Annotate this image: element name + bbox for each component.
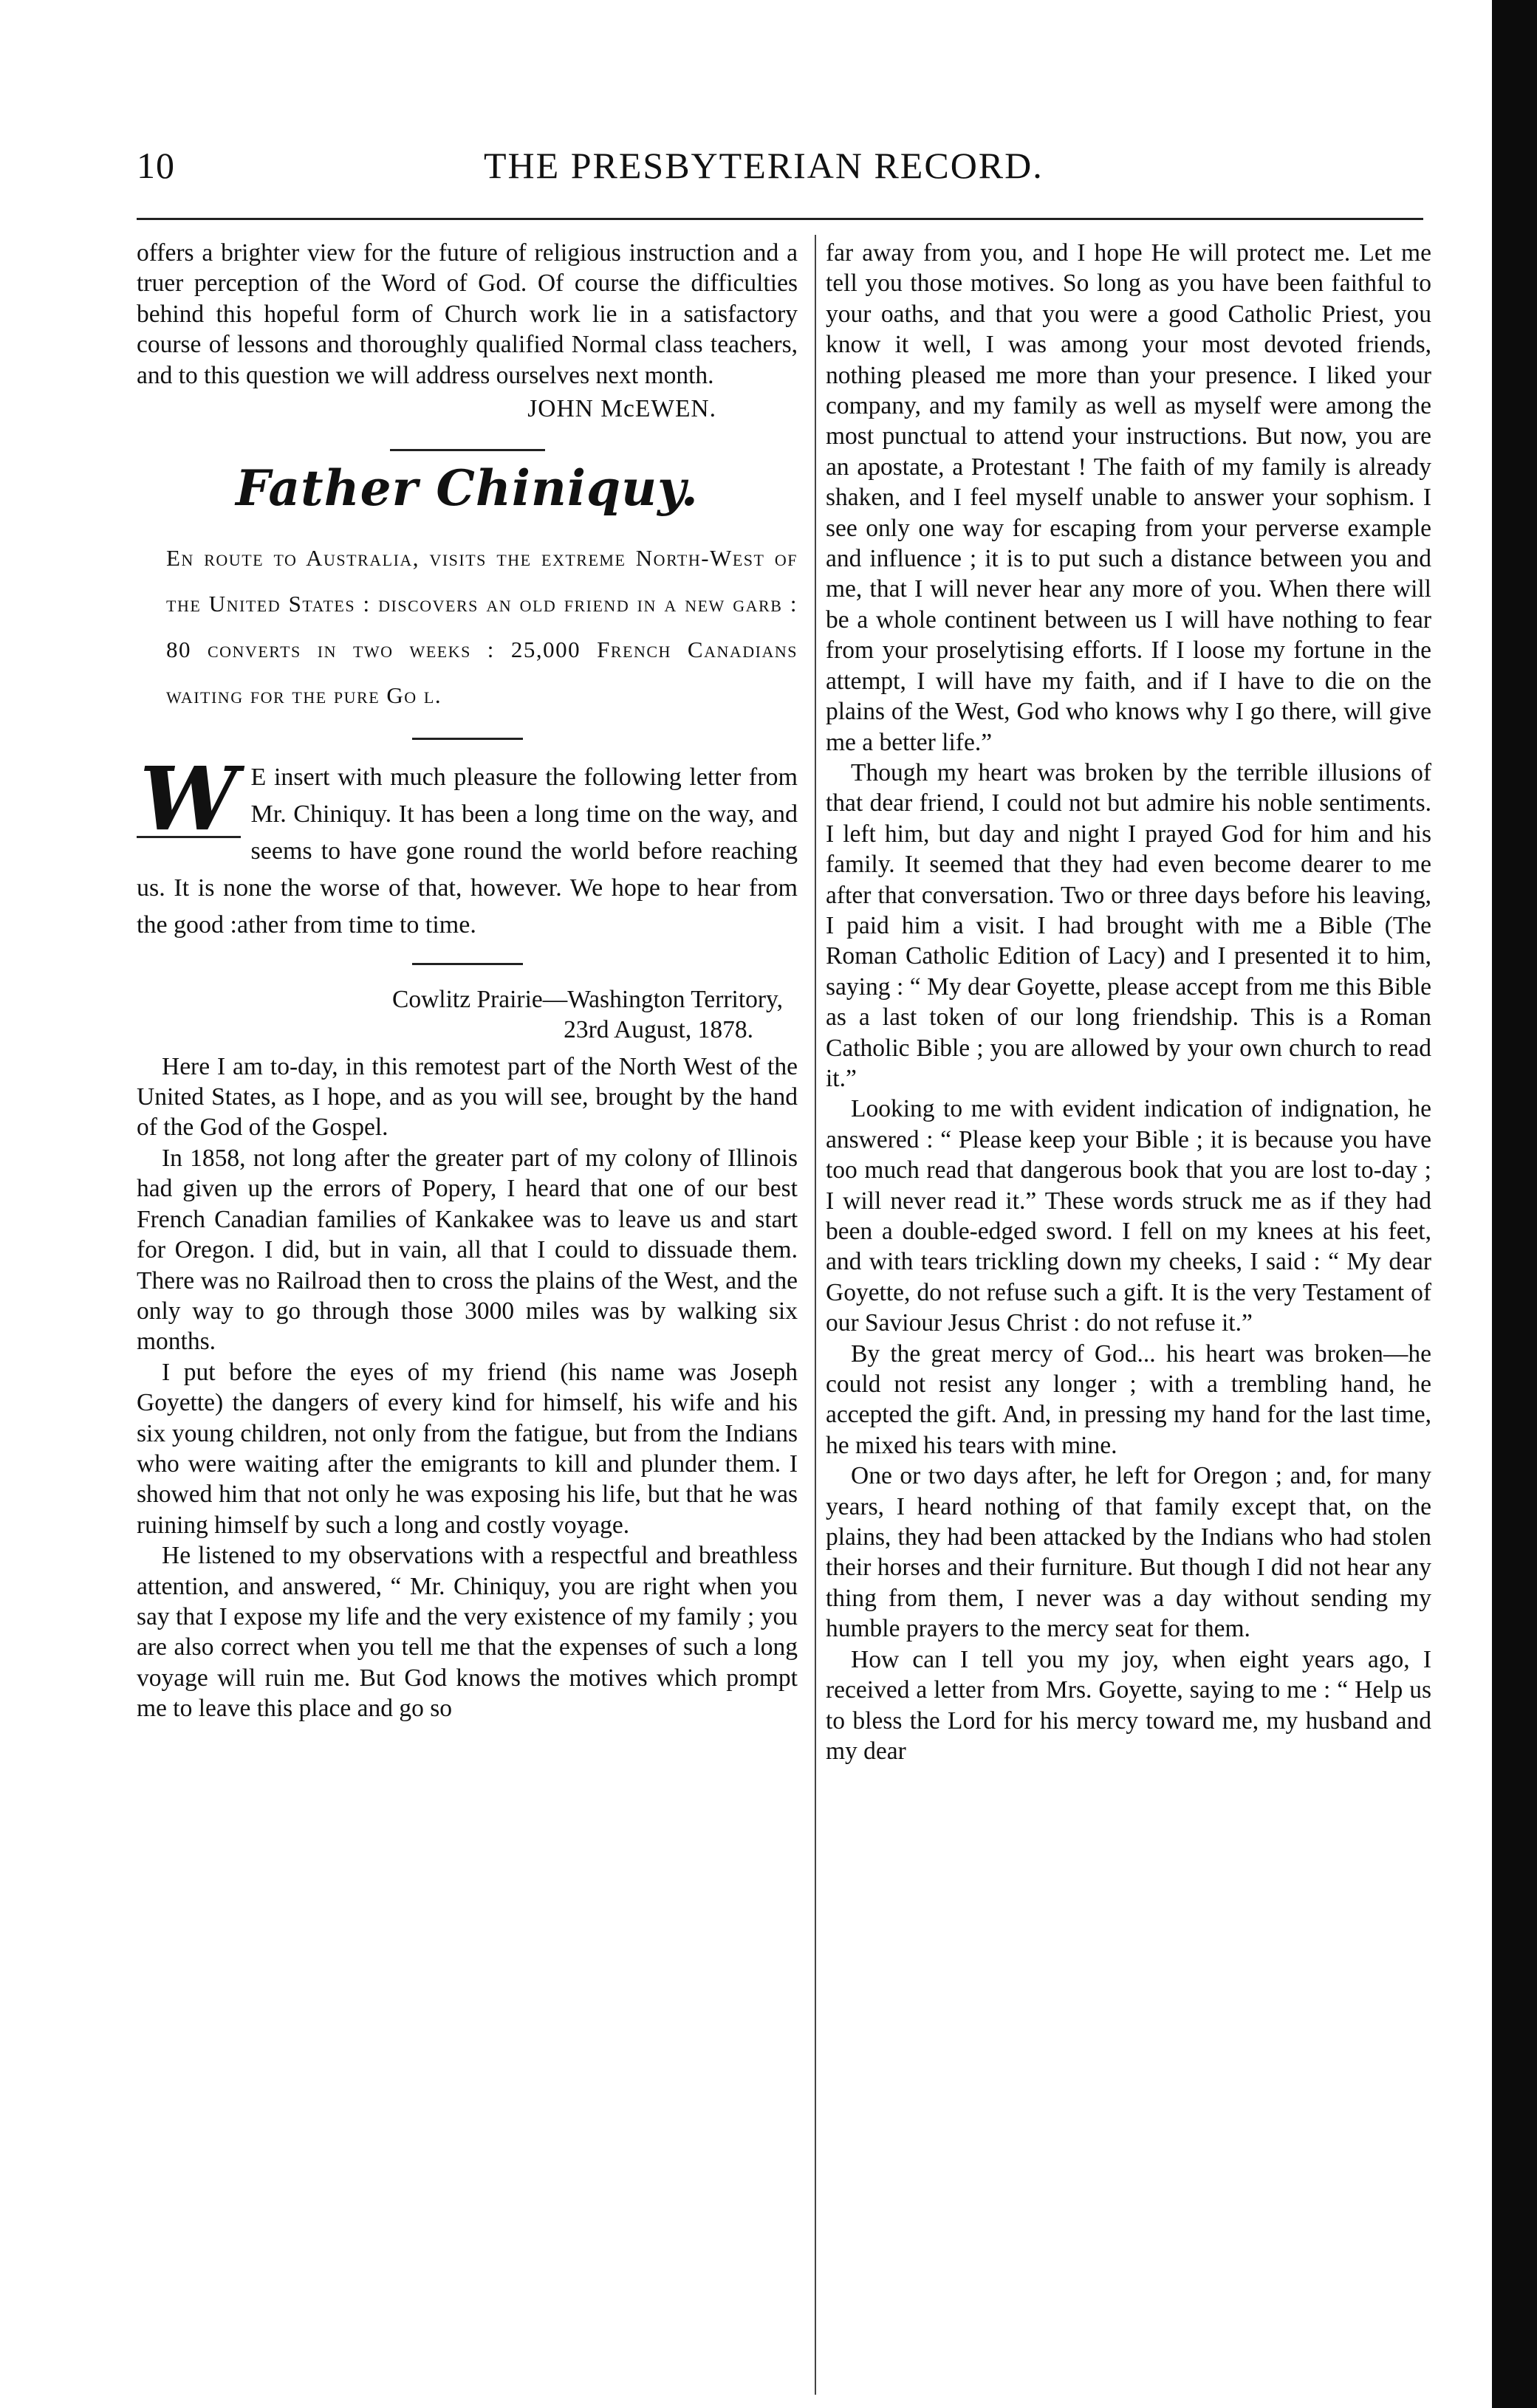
page-number: 10 — [137, 145, 175, 186]
letter-paragraph: I put before the eyes of my friend (his name was Joseph Goyette) the dangers of every kind for himself, his wife and his six young children, not only from the fatigue, but from the Indians who were waiting after the emigrants to kill and plunder them. I showed him that not only he was exposing his life, but that he was ruining himself by such a long and costly voyage. — [137, 1358, 798, 1539]
dateline-place: Cowlitz Prairie—Washington Territory, — [392, 985, 783, 1013]
letter-paragraph: In 1858, not long after the greater part of my colony of Illinois had given up the errors of Popery, I heard that one of our best French Canadian families of Kankakee was to leave us and start for Oregon. I did, but in vain, all that I could to dissuade them. There was no Railroad then to cross the plains of the West, and the only way to go through those 3000 miles was by walking six months. — [137, 1144, 798, 1356]
column-divider — [815, 235, 816, 2395]
summary-divider — [412, 738, 523, 740]
letter-paragraph: Looking to me with evident indication of indignation, he answered : “ Please keep your Bible ; it is because you have too much read that dangerous book that you are lost to-day ; I will never read it.” These words struck me as if they had been a double-edged sword. I fell on my knees at his feet, and with tears trickling down my cheeks, I said : “ My dear Goyette, do not refuse such a gift. It is the very Testament of our Saviour Jesus Christ : do not refuse it.” — [826, 1095, 1431, 1337]
scan-edge-shadow — [1492, 0, 1537, 2408]
author-signature: JOHN McEWEN. — [527, 395, 716, 423]
letter-paragraph: far away from you, and I hope He will protect me. Let me tell you those motives. So long as you have been faithful to your oaths, and that you were a good Catholic Priest, you know it well, I was among your most devoted friends, nothing pleased me more than your presence. I liked your company, and my family as well as myself were among the most punctual to attend your instructions. But now, you are an apostate, a Protestant ! The faith of my family is already shaken, and I feel myself unable to answer your sophism. I see only one way for escaping from your perverse example and influence ; it is to put such a distance between you and me, that I will never hear any more of you. When there will be a whole continent between us I will have nothing to fear from your proselytising efforts. If I loose my fortune in the attempt, I will have my faith, and if I have to die on the plains of the West, God who knows why I go there, will give me a better life.” — [826, 239, 1431, 756]
intro-divider — [412, 963, 523, 965]
running-title: THE PRESBYTERIAN RECORD. — [484, 145, 1044, 186]
section-divider — [390, 449, 545, 451]
continued-paragraph: offers a brighter view for the future of religious instruction and a truer perception of the Word of God. Of course the difficulties behind this hopeful form of Church work lie in a satisfactory course of lessons and thoroughly qualified Normal class teachers, and to this question we will address ourselves next month. — [137, 239, 798, 389]
page-header — [137, 144, 1422, 203]
article-summary: En route to Australia, visits the extreme North-West of the United States : discovers an old friend in a new garb : 80 converts in two weeks : 25,000 French Canadians waiting for the pure Go l. — [166, 544, 798, 708]
article-title: Father Chiniquy. — [236, 459, 699, 518]
article-summary-block — [137, 535, 798, 718]
letter-paragraph: How can I tell you my joy, when eight years ago, I received a letter from Mrs. Goyette, saying to me : “ Help us to bless the Lord for his mercy toward me, my husband and my dear — [826, 1645, 1431, 1765]
letter-paragraph: He listened to my observations with a respectful and breathless attention, and answered, “ Mr. Chiniquy, you are right when you say that I expose my life and the very existence of my family ; you are also correct when you tell me that the expenses of such a long voyage will ruin me. But God knows the motives which prompt me to leave this place and go so — [137, 1542, 798, 1723]
header-rule — [137, 218, 1423, 220]
letter-paragraph: Though my heart was broken by the terrible illusions of that dear friend, I could not but admire his noble sentiments. I left him, but day and night I prayed God for him and his family. It seemed that they had even become dearer to me after that conversation. Two or three days before his leaving, I paid him a visit. I had brought with me a Bible (The Roman Catholic Edition of Lacy) and I presented it to him, saying : “ My dear Goyette, please accept from me this Bible as a last token of our long friendship. This is a Roman Catholic Bible ; you are allowed by your own church to read it.” — [826, 758, 1431, 1092]
letter-paragraph: By the great mercy of God... his heart was broken—he could not resist any longer ; with a trembling hand, he accepted the gift. And, in pressing my hand for the last time, he mixed his tears with mine. — [826, 1340, 1431, 1459]
drop-cap: W — [137, 762, 241, 838]
editor-intro — [137, 747, 798, 944]
letter-paragraph: Here I am to-day, in this remotest part of the North West of the United States, as I hope, and as you will see, brought by the hand of the God of the Gospel. — [137, 1052, 798, 1142]
left-column — [137, 238, 798, 1724]
right-column — [826, 238, 1431, 1766]
dateline-date: 23rd August, 1878. — [564, 1016, 753, 1044]
intro-text: E insert with much pleasure the following letter from Mr. Chiniquy. It has been a long time on the way, and seems to have gone round the world before reaching us. It is none the worse of that, however. We hope to hear from the good :ather from time to time. — [137, 763, 798, 939]
letter-paragraph: One or two days after, he left for Oregon ; and, for many years, I heard nothing of that family except that, on the plains, they had been attacked by the Indians who had stolen their horses and their furniture. But though I did not hear any thing from them, I never was a day without sending my humble prayers to the mercy seat for them. — [826, 1462, 1431, 1643]
